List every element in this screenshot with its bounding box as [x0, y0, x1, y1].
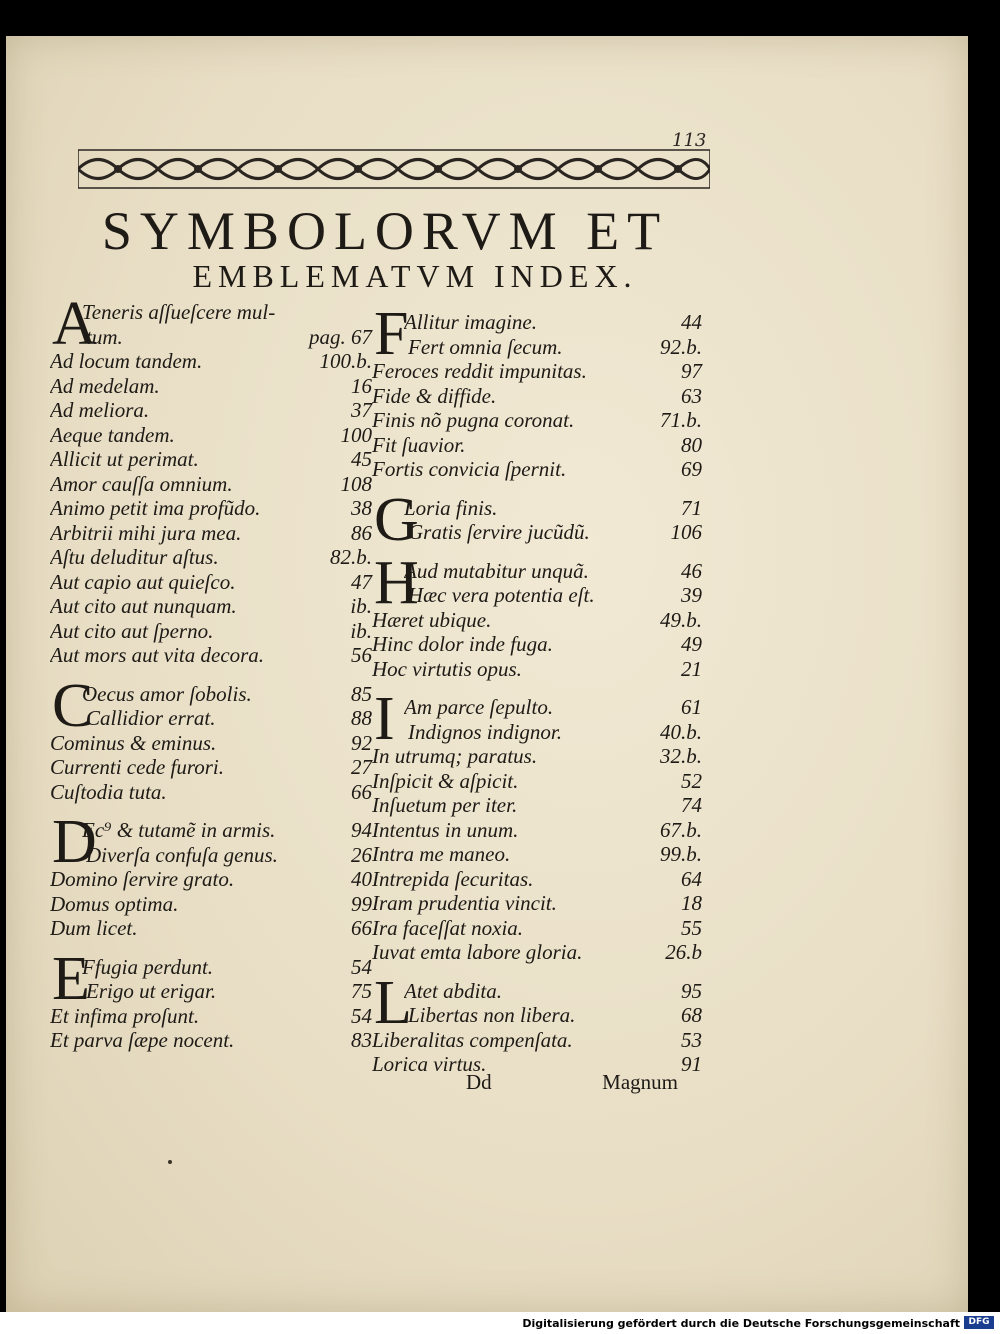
index-entry	[50, 349, 372, 374]
paper-speck	[168, 1160, 172, 1164]
entry-page: 71.b.	[660, 408, 702, 432]
entry-motto: Ad locum tandem.	[50, 349, 203, 373]
index-entry	[372, 457, 702, 482]
entry-page: 49	[681, 632, 702, 656]
entry-page: 91	[681, 1052, 702, 1076]
entry-motto: Allicit ut perimat.	[50, 447, 199, 471]
entry-motto: Ad medelam.	[50, 373, 160, 398]
entry-motto: Liberalitas compenſata.	[372, 1027, 573, 1052]
entry-page: 63	[681, 383, 702, 408]
index-section-g	[372, 485, 702, 554]
page-number: 113	[672, 130, 707, 151]
entry-page: 83	[351, 1028, 372, 1052]
entry-motto: Currenti cede furori.	[50, 755, 225, 779]
entry-page: 85	[351, 681, 372, 706]
drop-capital: A	[52, 290, 97, 358]
index-entry	[372, 979, 702, 1004]
entry-page: 55	[681, 915, 702, 940]
entry-motto: Amor cauſſa omnium.	[50, 471, 233, 496]
entry-page: 108	[340, 471, 372, 496]
index-section-c	[50, 671, 372, 805]
entry-page: 86	[351, 520, 372, 545]
signature-mark: Dd	[466, 1070, 492, 1094]
entry-motto: Intrepida ſecuritas.	[372, 866, 534, 891]
entry-page: 26	[351, 842, 372, 867]
index-entry	[50, 755, 372, 780]
entry-motto: Callidior errat.	[86, 706, 216, 730]
entry-page: 40	[351, 867, 372, 891]
index-entry	[372, 408, 702, 433]
entry-page: 45	[351, 447, 372, 471]
entry-motto: Feroces reddit impunitas.	[372, 359, 587, 383]
index-entry	[50, 780, 372, 805]
entry-motto: Domino ſervire grato.	[50, 867, 235, 891]
entry-motto: Domus optima.	[50, 891, 179, 916]
right-index-column	[372, 300, 702, 1091]
entry-motto: Aeque tandem.	[50, 422, 175, 447]
index-entry	[50, 570, 372, 595]
entry-motto: Oecus amor ſobolis.	[82, 681, 252, 706]
index-entry	[372, 793, 702, 818]
entry-motto: Hæc vera potentia eſt.	[408, 583, 595, 607]
entry-page: 94	[351, 818, 372, 842]
index-entry	[50, 325, 372, 350]
index-entry	[372, 520, 702, 545]
index-entry	[50, 521, 372, 546]
entry-motto: Fit ſuavior.	[372, 432, 466, 457]
index-section-a	[50, 290, 372, 668]
entry-motto: Aut capio aut quieſco.	[50, 569, 236, 594]
index-entry	[50, 843, 372, 868]
index-entry	[372, 496, 702, 521]
entry-motto: Loria finis.	[404, 495, 498, 520]
index-entry	[372, 891, 702, 916]
entry-motto: Ffugia perdunt.	[82, 954, 214, 979]
drop-capital: H	[374, 548, 419, 617]
index-entry	[50, 594, 372, 619]
entry-page: 66	[351, 779, 372, 804]
entry-page: 37	[351, 398, 372, 422]
entry-page: 82.b.	[330, 545, 372, 569]
entry-motto: Hæret ubique.	[372, 607, 492, 632]
index-section-h	[372, 548, 702, 682]
index-entry	[50, 496, 372, 521]
entry-motto: Ec⁹ & tutamẽ in armis.	[82, 818, 276, 842]
index-entry	[372, 559, 702, 584]
drop-capital: L	[374, 968, 412, 1037]
index-entry	[50, 643, 372, 668]
entry-motto: Aud mutabitur unquã.	[404, 558, 589, 583]
index-title-line-1: SYMBOLORVM ET	[101, 201, 669, 261]
entry-motto: Et parva ſæpe nocent.	[50, 1028, 235, 1052]
entry-motto: Aſtu deluditur aſtus.	[50, 545, 219, 569]
entry-page: 40.b.	[660, 719, 702, 744]
index-entry	[372, 695, 702, 720]
entry-page: 32.b.	[660, 744, 702, 768]
entry-motto: Iuvat emta labore gloria.	[372, 940, 583, 964]
entry-page: 100.b.	[319, 349, 372, 373]
entry-page: 46	[681, 558, 702, 583]
entry-page: 99.b.	[660, 842, 702, 866]
index-entry	[50, 1004, 372, 1029]
index-entry	[50, 731, 372, 756]
left-index-column	[50, 290, 372, 1067]
entry-page: pag. 67	[309, 324, 372, 349]
index-entry	[50, 545, 372, 570]
entry-page: 97	[681, 359, 702, 383]
entry-motto: Am parce ſepulto.	[404, 695, 554, 719]
entry-motto: Indignos indignor.	[408, 719, 563, 744]
index-entry	[50, 682, 372, 707]
index-section-f	[372, 300, 702, 482]
index-entry	[372, 310, 702, 335]
entry-motto: Aut cito aut ſperno.	[50, 618, 214, 643]
index-entry	[50, 619, 372, 644]
entry-page: 21	[681, 656, 702, 681]
entry-motto: Gratis ſervire jucũdũ.	[408, 520, 590, 544]
entry-motto: Et infima proſunt.	[50, 1003, 200, 1028]
digitization-credit-bar	[0, 1312, 1000, 1334]
entry-motto: Hoc virtutis opus.	[372, 656, 522, 681]
entry-page: 75	[351, 979, 372, 1003]
entry-page: 47	[351, 569, 372, 594]
index-entry	[50, 447, 372, 472]
index-entry	[372, 744, 702, 769]
index-section-d	[50, 808, 372, 941]
entry-page: ib.	[350, 594, 372, 618]
entry-page: 53	[681, 1027, 702, 1052]
index-entry	[50, 472, 372, 497]
entry-page: 64	[681, 866, 702, 891]
drop-capital: G	[374, 485, 419, 554]
ornament-border	[78, 146, 710, 192]
entry-motto: Inſpicit & aſpicit.	[372, 768, 519, 793]
entry-motto: Inſuetum per iter.	[372, 793, 518, 817]
entry-page: 56	[351, 643, 372, 667]
index-entry	[50, 706, 372, 731]
entry-page: 18	[681, 891, 702, 915]
entry-page: 69	[681, 457, 702, 481]
entry-motto: Ira faceſſat noxia.	[372, 915, 524, 940]
page-footer	[466, 1070, 678, 1095]
entry-motto: Lorica virtus.	[372, 1052, 487, 1076]
index-entry	[50, 818, 372, 843]
index-entry	[50, 423, 372, 448]
digitization-credit-text: Digitalisierung gefördert durch die Deutsche Forschungsgemeinschaft	[522, 1317, 960, 1330]
entry-motto: Hinc dolor inde fuga.	[372, 632, 553, 656]
index-entry	[50, 892, 372, 917]
entry-page: 92	[351, 730, 372, 755]
index-entry	[372, 359, 702, 384]
index-entry	[372, 1028, 702, 1053]
drop-capital: E	[52, 944, 90, 1013]
entry-page: 74	[681, 793, 702, 817]
entry-page: 61	[681, 695, 702, 719]
entry-page: 54	[351, 954, 372, 979]
index-section-i	[372, 685, 702, 965]
drop-capital: I	[374, 685, 395, 753]
entry-page: 39	[681, 583, 702, 607]
index-entry	[50, 955, 372, 980]
entry-page: 38	[351, 496, 372, 520]
catchword: Magnum	[602, 1070, 678, 1094]
entry-page: 54	[351, 1003, 372, 1028]
index-entry	[372, 583, 702, 608]
entry-motto: Diverſa confuſa genus.	[86, 842, 278, 867]
index-entry	[372, 940, 702, 965]
index-entry	[372, 657, 702, 682]
index-entry	[372, 632, 702, 657]
entry-page: 16	[351, 373, 372, 398]
entry-motto: Aut mors aut vita decora.	[50, 643, 265, 667]
index-entry	[372, 433, 702, 458]
entry-motto: Cuſtodia tuta.	[50, 779, 167, 804]
entry-page: 71	[681, 495, 702, 520]
index-entry	[372, 916, 702, 941]
index-entry	[50, 979, 372, 1004]
index-entry	[50, 398, 372, 423]
index-entry	[372, 608, 702, 633]
index-entry	[372, 842, 702, 867]
entry-page: 92.b.	[660, 334, 702, 359]
index-entry	[372, 335, 702, 360]
entry-motto: Intra me maneo.	[372, 842, 511, 866]
entry-motto: Arbitrii mihi jura mea.	[50, 520, 242, 545]
entry-motto: Libertas non libera.	[408, 1003, 576, 1027]
entry-motto: tum.	[86, 324, 123, 349]
entry-motto: Fortis convicia ſpernit.	[372, 457, 567, 481]
entry-page: 100	[340, 422, 372, 447]
index-entry	[372, 720, 702, 745]
index-entry	[372, 769, 702, 794]
entry-motto: Erigo ut erigar.	[86, 979, 217, 1003]
dfg-logo: DFG	[964, 1316, 994, 1329]
entry-page: 68	[681, 1003, 702, 1027]
index-title-line-2: EMBLEMATVM INDEX.	[192, 258, 638, 294]
entry-page: 44	[681, 310, 702, 334]
entry-motto: Iram prudentia vincit.	[372, 891, 557, 915]
index-section-l	[372, 968, 702, 1077]
index-entry	[50, 867, 372, 892]
entry-motto: Cominus & eminus.	[50, 730, 217, 755]
entry-motto: Intentus in unum.	[372, 817, 519, 842]
index-section-e	[50, 944, 372, 1053]
entry-page: 88	[351, 706, 372, 730]
entry-motto: Teneris aſſueſcere mul-	[82, 300, 276, 324]
drop-capital: C	[52, 671, 94, 740]
entry-page: 27	[351, 755, 372, 779]
drop-capital: F	[374, 300, 409, 368]
entry-motto: Fide & diffide.	[372, 383, 497, 408]
entry-motto: Finis nõ pugna coronat.	[372, 408, 575, 432]
entry-page: 52	[681, 768, 702, 793]
entry-page: ib.	[350, 618, 372, 643]
entry-motto: Allitur imagine.	[404, 310, 537, 334]
index-entry	[372, 1003, 702, 1028]
entry-motto: Aut cito aut nunquam.	[50, 594, 237, 618]
entry-motto: In utrumq; paratus.	[372, 744, 538, 768]
index-entry	[372, 818, 702, 843]
entry-page: 26.b	[665, 940, 702, 964]
entry-page: 66	[351, 916, 372, 940]
index-entry	[50, 1028, 372, 1053]
drop-capital: D	[52, 808, 97, 876]
entry-page: 106	[670, 520, 702, 544]
index-entry	[50, 916, 372, 941]
entry-page: 49.b.	[660, 607, 702, 632]
entry-motto: Fert omnia ſecum.	[408, 334, 563, 359]
index-entry	[50, 300, 372, 325]
entry-page: 99	[351, 891, 372, 916]
entry-page: 80	[681, 432, 702, 457]
index-entry	[50, 374, 372, 399]
entry-motto: Animo petit ima profũdo.	[50, 496, 261, 520]
index-entry	[372, 384, 702, 409]
entry-motto: Ad meliora.	[50, 398, 150, 422]
entry-motto: Dum licet.	[50, 916, 138, 940]
entry-page: 67.b.	[660, 817, 702, 842]
entry-page: 95	[681, 978, 702, 1003]
entry-motto: Atet abdita.	[404, 978, 502, 1003]
index-entry	[372, 867, 702, 892]
